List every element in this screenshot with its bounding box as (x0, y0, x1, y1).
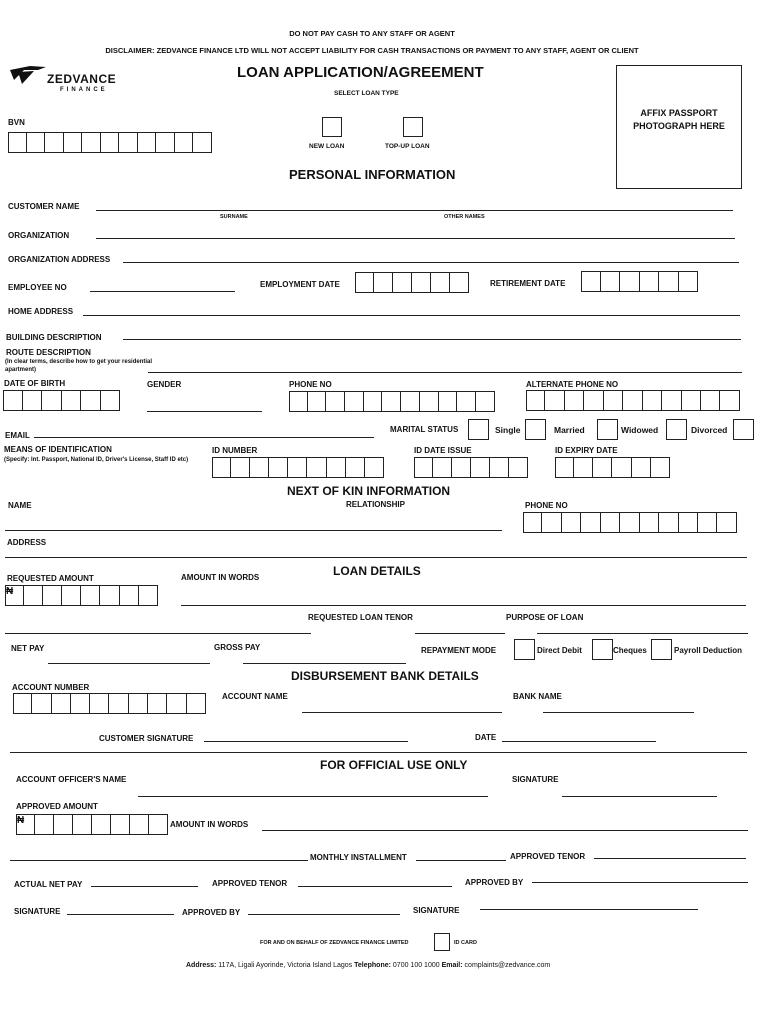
gross-pay-label: GROSS PAY (214, 643, 261, 652)
approved-naira-symbol: ₦ (16, 814, 35, 835)
footer-address-label: Address: (186, 962, 217, 969)
direct-debit-label: Direct Debit (537, 646, 582, 655)
officer-signature-label: SIGNATURE (512, 775, 559, 784)
id-number-label: ID NUMBER (212, 446, 258, 455)
payroll-deduction-checkbox[interactable] (651, 639, 672, 660)
bvn-boxes[interactable] (8, 132, 212, 153)
marital-status-label: MARITAL STATUS (390, 425, 459, 434)
logo-name: ZEDVANCE (47, 72, 117, 86)
signature-3-field[interactable] (480, 909, 698, 910)
id-number-boxes[interactable] (212, 457, 384, 478)
disclaimer: DISCLAIMER: ZEDVANCE FINANCE LTD WILL NOT ACCEPT LIABILITY FOR CASH TRANSACTIONS OR PAYMENT TO ANY STAFF, AGENT OR CLIENT (105, 46, 639, 55)
date-of-birth-boxes[interactable] (3, 390, 120, 411)
organization-field[interactable] (96, 238, 735, 239)
footer-telephone-label: Telephone: (354, 962, 391, 969)
home-address-field[interactable] (83, 315, 740, 316)
topup-loan-label: TOP-UP LOAN (385, 143, 430, 150)
home-address-label: HOME ADDRESS (8, 307, 74, 316)
nok-phone-label: PHONE NO (525, 501, 568, 510)
customer-signature-field[interactable] (204, 741, 408, 742)
personal-info-heading: PERSONAL INFORMATION (289, 167, 456, 182)
installment-field[interactable] (10, 860, 308, 861)
approved-by-label: APPROVED BY (465, 878, 524, 887)
footer-email: complaints@zedvance.com (464, 962, 551, 969)
single-checkbox[interactable] (468, 419, 489, 440)
retirement-date-boxes[interactable] (581, 271, 698, 292)
net-pay-field[interactable] (48, 663, 210, 664)
bank-name-label: BANK NAME (513, 692, 562, 701)
employment-date-boxes[interactable] (355, 272, 469, 293)
route-description-hint: (In clear terms, describe how to get your residential apartment) (5, 359, 153, 373)
cash-warning: DO NOT PAY CASH TO ANY STAFF OR AGENT (289, 29, 455, 38)
footer-address: 117A, Ligali Ayorinde, Victoria Island Lagos (218, 962, 353, 969)
account-number-boxes[interactable] (13, 693, 206, 714)
new-loan-label: NEW LOAN (309, 143, 345, 150)
purpose-label: PURPOSE OF LOAN (506, 613, 584, 622)
loan-row-field-1[interactable] (5, 633, 311, 634)
customer-name-label: CUSTOMER NAME (8, 202, 80, 211)
new-loan-checkbox[interactable] (322, 117, 342, 137)
phone-no-boxes[interactable] (289, 391, 495, 412)
divorced-label: Divorced (691, 425, 728, 435)
org-address-field[interactable] (123, 262, 739, 263)
nok-relationship-label: RELATIONSHIP (346, 500, 405, 509)
date-field[interactable] (502, 741, 656, 742)
photo-instruction: AFFIX PASSPORT PHOTOGRAPH HERE (633, 108, 725, 131)
account-number-label: ACCOUNT NUMBER (12, 683, 90, 692)
date-label: DATE (475, 733, 497, 742)
repayment-mode-label: REPAYMENT MODE (421, 646, 497, 655)
nok-address-label: ADDRESS (7, 538, 47, 547)
account-name-field[interactable] (302, 712, 502, 713)
on-behalf-text: FOR AND ON BEHALF OF ZEDVANCE FINANCE LIMITED (260, 940, 409, 946)
organization-label: ORGANIZATION (8, 231, 70, 240)
passport-photo-box[interactable] (616, 65, 742, 189)
married-checkbox[interactable] (525, 419, 546, 440)
nok-address-field[interactable] (5, 557, 747, 558)
direct-debit-checkbox[interactable] (514, 639, 535, 660)
approved-amount-words-field[interactable] (262, 830, 748, 831)
nok-name-label: NAME (8, 501, 32, 510)
phone-no-label: PHONE NO (289, 380, 332, 389)
requested-amount-boxes[interactable] (5, 585, 158, 606)
loan-details-heading: LOAN DETAILS (333, 564, 421, 578)
id-expiry-date-boxes[interactable] (555, 457, 670, 478)
gender-label: GENDER (147, 380, 182, 389)
route-description-label: ROUTE DESCRIPTION (6, 348, 91, 357)
id-date-issue-boxes[interactable] (414, 457, 528, 478)
nok-name-relationship-field[interactable] (5, 530, 502, 531)
approved-amount-words-label: AMOUNT IN WORDS (170, 820, 249, 829)
amount-in-words-label: AMOUNT IN WORDS (181, 573, 260, 582)
other-names-label: OTHER NAMES (444, 214, 485, 220)
retirement-date-label: RETIREMENT DATE (490, 279, 566, 288)
approved-tenor-field[interactable] (594, 858, 746, 859)
gender-field[interactable] (147, 411, 262, 412)
footer-email-label: Email: (441, 962, 463, 969)
gross-pay-field[interactable] (243, 663, 406, 664)
approved-amount-boxes[interactable] (16, 814, 168, 835)
bank-details-heading: DISBURSEMENT BANK DETAILS (291, 669, 479, 683)
purpose-field[interactable] (537, 633, 748, 634)
employee-no-field[interactable] (90, 291, 235, 292)
id-expiry-date-label: ID EXPIRY DATE (555, 446, 618, 455)
approved-tenor-label: APPROVED TENOR (510, 852, 586, 861)
signature-3-label: SIGNATURE (413, 906, 460, 915)
divorced-checkbox[interactable] (666, 419, 687, 440)
employment-date-label: EMPLOYMENT DATE (260, 280, 340, 289)
requested-tenor-label: REQUESTED LOAN TENOR (308, 613, 413, 622)
net-pay-label: NET PAY (11, 644, 45, 653)
approved-by-2-label: APPROVED BY (182, 908, 241, 917)
married-label: Married (554, 425, 585, 435)
logo-sub: FINANCE (60, 87, 108, 93)
official-use-heading: FOR OFFICIAL USE ONLY (320, 758, 468, 772)
amount-in-words-field[interactable] (181, 605, 746, 606)
cheques-label: Cheques (613, 646, 647, 655)
id-date-issue-label: ID DATE ISSUE (414, 446, 472, 455)
alt-phone-no-label: ALTERNATE PHONE NO (526, 380, 619, 389)
footer-contact (186, 962, 550, 969)
customer-name-field[interactable] (96, 210, 733, 211)
officer-signature-field[interactable] (562, 796, 717, 797)
signature-2-field[interactable] (67, 914, 174, 915)
select-loan-type-label: SELECT LOAN TYPE (334, 90, 399, 97)
means-of-id-hint: (Specify: Int. Passport, National ID, Driver's License, Staff ID etc) (4, 457, 189, 463)
means-of-id-label: MEANS OF IDENTIFICATION (4, 445, 112, 454)
monthly-installment-field[interactable] (416, 860, 506, 861)
customer-signature-label: CUSTOMER SIGNATURE (99, 734, 194, 743)
id-card-label: ID CARD (454, 940, 477, 946)
nok-phone-boxes[interactable] (523, 512, 737, 533)
email-field[interactable] (34, 437, 374, 438)
route-description-field[interactable] (148, 372, 742, 373)
logo-mark-icon (8, 64, 48, 86)
officer-name-label: ACCOUNT OFFICER'S NAME (16, 775, 127, 784)
approved-tenor-2-field[interactable] (298, 886, 452, 887)
employee-no-label: EMPLOYEE NO (8, 283, 67, 292)
officer-name-field[interactable] (138, 796, 488, 797)
monthly-installment-label: MONTHLY INSTALLMENT (310, 853, 407, 862)
account-name-label: ACCOUNT NAME (222, 692, 288, 701)
widowed-checkbox[interactable] (597, 419, 618, 440)
signature-2-label: SIGNATURE (14, 907, 61, 916)
approved-by-field[interactable] (532, 882, 748, 883)
requested-amount-label: REQUESTED AMOUNT (7, 574, 94, 583)
surname-label: SURNAME (220, 214, 248, 220)
cheques-checkbox[interactable] (592, 639, 613, 660)
approved-by-2-field[interactable] (248, 914, 400, 915)
payroll-deduction-label: Payroll Deduction (674, 646, 743, 655)
building-description-field[interactable] (123, 339, 741, 340)
topup-loan-checkbox[interactable] (403, 117, 423, 137)
date-of-birth-label: DATE OF BIRTH (4, 379, 66, 388)
approved-tenor-2-label: APPROVED TENOR (212, 879, 288, 888)
section-divider (10, 752, 747, 753)
form-title: LOAN APPLICATION/AGREEMENT (237, 64, 484, 81)
widowed-label: Widowed (621, 425, 659, 435)
divorced-extra-checkbox[interactable] (733, 419, 754, 440)
naira-symbol: ₦ (5, 585, 24, 606)
bank-name-field[interactable] (543, 712, 694, 713)
next-of-kin-heading: NEXT OF KIN INFORMATION (287, 484, 451, 498)
zedvance-logo (8, 64, 48, 91)
footer-telephone: 0700 100 1000 (392, 962, 440, 969)
actual-net-pay-label: ACTUAL NET PAY (14, 880, 83, 889)
building-description-label: BUILDING DESCRIPTION (6, 333, 102, 342)
alt-phone-no-boxes[interactable] (526, 390, 740, 411)
org-address-label: ORGANIZATION ADDRESS (8, 255, 111, 264)
email-label: EMAIL (5, 431, 30, 440)
actual-net-pay-field[interactable] (91, 886, 198, 887)
requested-tenor-field[interactable] (415, 633, 505, 634)
single-label: Single (495, 425, 521, 435)
approved-amount-label: APPROVED AMOUNT (16, 802, 98, 811)
bvn-label: BVN (8, 118, 25, 127)
id-card-checkbox[interactable] (434, 933, 450, 951)
